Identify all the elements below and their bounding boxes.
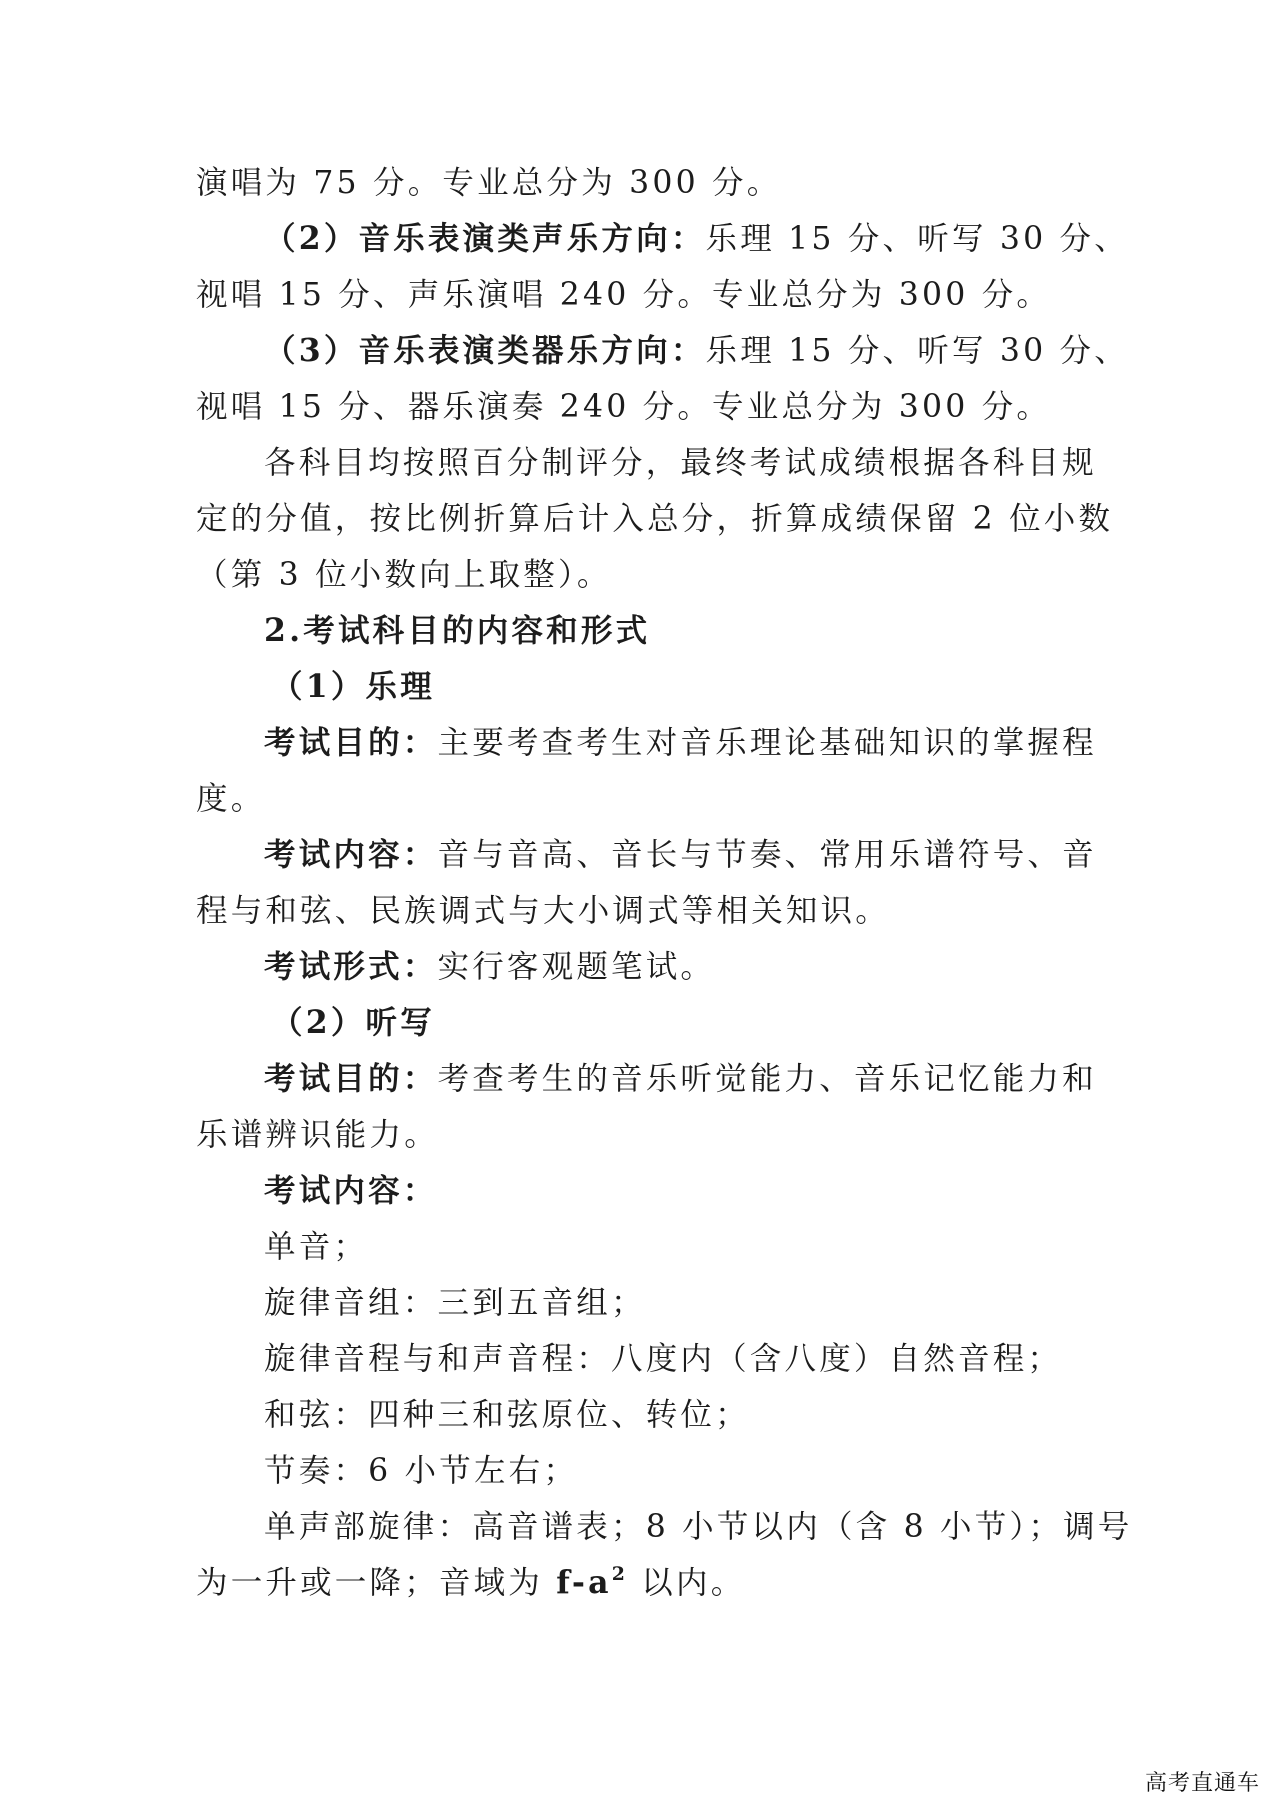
- text-line-content: 视唱 15 分、声乐演唱 240 分。专业总分为 300 分。: [196, 277, 1052, 313]
- subsection-heading: [196, 659, 1096, 715]
- text-line-content: 单音；: [264, 1229, 369, 1265]
- field-label: 考试内容：: [264, 1172, 438, 1209]
- text-line-content: 实行客观题笔试。: [437, 949, 716, 985]
- text-line-content: 节奏：6 小节左右；: [264, 1453, 579, 1489]
- field-label: 考试内容：: [264, 836, 438, 873]
- text-line: [196, 1051, 1096, 1107]
- text-line-content: 旋律音程与和声音程：八度内（含八度）自然音程；: [264, 1341, 1063, 1377]
- field-label: 考试目的：: [264, 724, 438, 761]
- text-line-content: 程与和弦、民族调式与大小调式等相关知识。: [196, 893, 891, 929]
- section-heading: [196, 603, 1096, 659]
- text-line-content: 各科目均按照百分制评分，最终考试成绩根据各科目规: [264, 445, 1097, 481]
- text-line-content: 单声部旋律：高音谱表；8 小节以内（含 8 小节）；调号: [264, 1509, 1133, 1545]
- text-line: [196, 883, 1096, 939]
- section-label: （3）音乐表演类器乐方向：: [264, 332, 706, 369]
- subsection-heading: [196, 995, 1096, 1051]
- text-line: [196, 211, 1129, 267]
- section-label: （2）音乐表演类声乐方向：: [264, 220, 706, 257]
- heading-text: （1）乐理: [271, 668, 435, 705]
- text-line-content: 考查考生的音乐听觉能力、音乐记忆能力和: [437, 1061, 1097, 1097]
- text-line: [196, 1163, 1096, 1219]
- text-line-content: 为一升或一降；音域为: [196, 1565, 557, 1601]
- text-line: [196, 939, 1096, 995]
- text-line: [196, 715, 1096, 771]
- text-line-content: 度。: [196, 781, 266, 817]
- text-line: [196, 1107, 1096, 1163]
- text-line-content: 乐谱辨识能力。: [196, 1117, 439, 1153]
- heading-text: 2.考试科目的内容和形式: [264, 612, 651, 649]
- field-label: 考试形式：: [264, 948, 438, 985]
- text-line: [196, 547, 1096, 603]
- text-line: [196, 1443, 1096, 1499]
- text-line: [196, 323, 1129, 379]
- document-body: [196, 155, 1133, 1611]
- text-line: [196, 1555, 1096, 1611]
- text-line-content: 视唱 15 分、器乐演奏 240 分。专业总分为 300 分。: [196, 389, 1052, 425]
- text-line: [196, 1219, 1096, 1275]
- text-line-content: 乐理 15 分、听写 30 分、: [705, 333, 1129, 369]
- text-line-content: 乐理 15 分、听写 30 分、: [705, 221, 1129, 257]
- text-line: [196, 379, 1096, 435]
- pitch-range: f-a: [556, 1564, 612, 1601]
- text-line-content: （第 3 位小数向上取整）。: [196, 557, 612, 593]
- text-line-content: 旋律音组：三到五音组；: [264, 1285, 646, 1321]
- text-line: [196, 435, 1096, 491]
- field-label: 考试目的：: [264, 1060, 438, 1097]
- text-line-content: 音与音高、音长与节奏、常用乐谱符号、音: [437, 837, 1097, 873]
- text-line: [196, 771, 1096, 827]
- text-line: [196, 1387, 1096, 1443]
- text-line-content: 演唱为 75 分。专业总分为 300 分。: [196, 165, 782, 201]
- text-line: [196, 267, 1096, 323]
- text-line: [196, 491, 1114, 547]
- text-line-content: 定的分值，按比例折算后计入总分，折算成绩保留 2 位小数: [196, 501, 1114, 537]
- text-line: [196, 827, 1096, 883]
- text-line: [196, 155, 1096, 211]
- text-line-content: 主要考查考生对音乐理论基础知识的掌握程: [437, 725, 1097, 761]
- text-line-content: 以内。: [628, 1565, 746, 1601]
- text-line: [196, 1499, 1133, 1555]
- text-line-content: 和弦：四种三和弦原位、转位；: [264, 1397, 750, 1433]
- text-line: [196, 1331, 1096, 1387]
- heading-text: （2）听写: [271, 1004, 435, 1041]
- pitch-superscript: 2: [611, 1562, 629, 1585]
- watermark-label: 高考直通车: [1144, 1771, 1260, 1796]
- text-line: [196, 1275, 1096, 1331]
